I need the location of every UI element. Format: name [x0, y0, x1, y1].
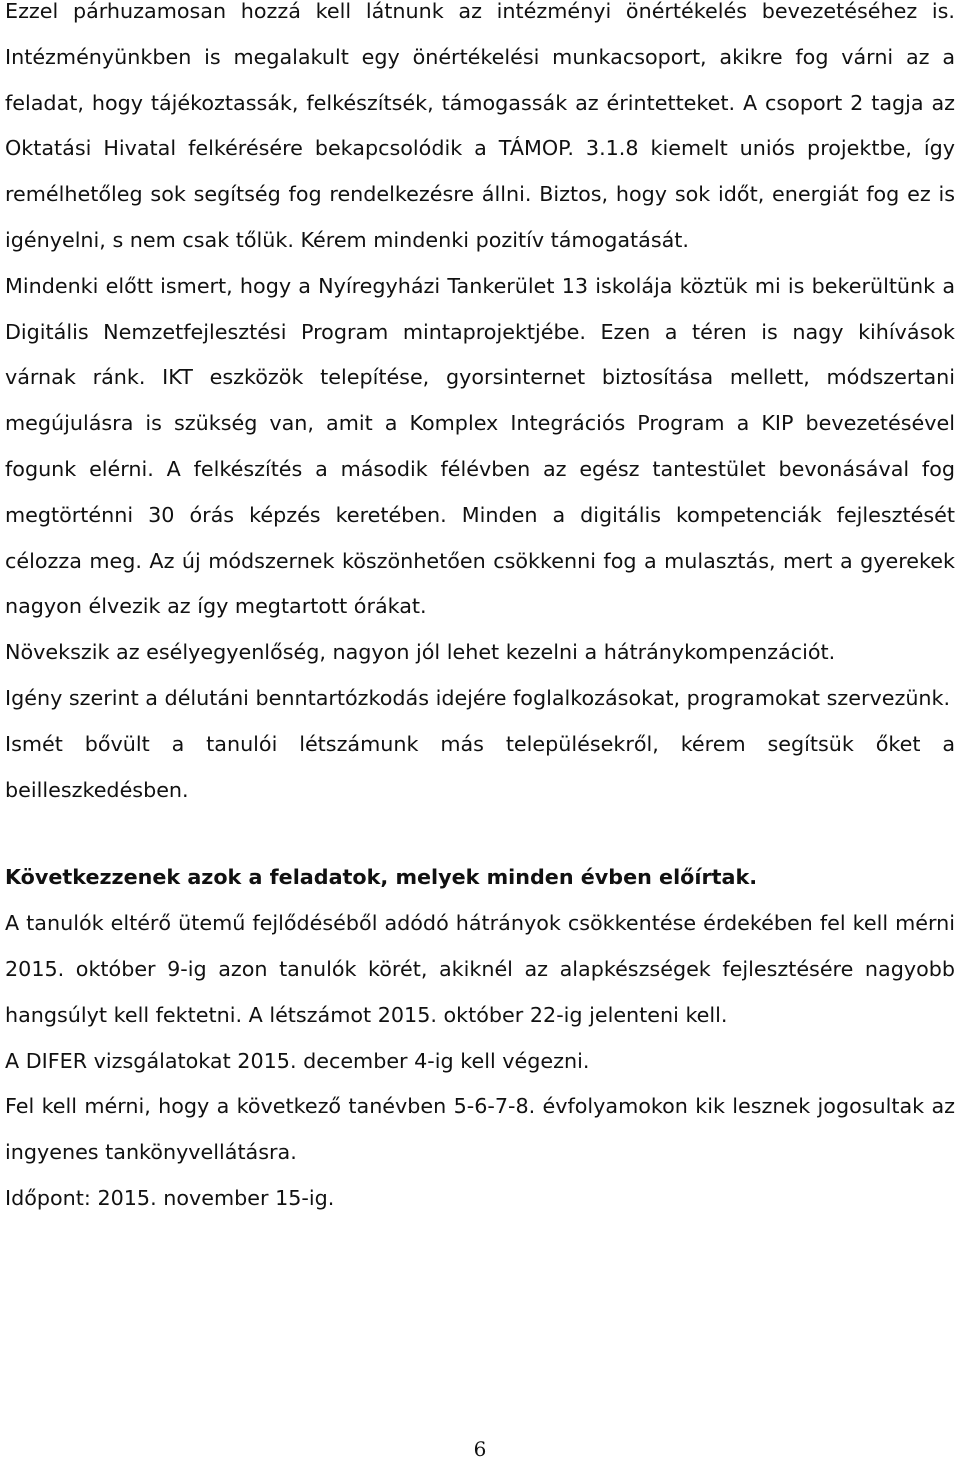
paragraph-digital-program: Mindenki előtt ismert, hogy a Nyíregyházi Tankerület 13 iskolája köztük mi is bekerültünk a Digitális Nemzetfejlesztési Program mintaprojektjébe. Ezen a téren is nagy kihívások várnak ránk. IKT eszközök telepítése, gyorsinternet biztosítása mellett, módszertani megújulásra is szükség van, amit a Komplex Integrációs Program a KIP bevezetésével fogunk elérni. A felkészítés a második félévben az egész tantestület bevonásával fog megtörténni 30 órás képzés keretében. Minden a digitális kompetenciák fejlesztését célozza meg. Az új módszernek köszönhetően csökkenni fog a mulasztás, mert a gyerekek nagyon élvezik az így megtartott órákat. [5, 273, 955, 619]
document-page [5, 0, 955, 1222]
task-assessment: A tanulók eltérő ütemű fejlődéséből adódó hátrányok csökkentése érdekében fel kell mérni 2015. október 9-ig azon tanulók körét, akiknél az alapkészségek fejlesztésére nagyobb hangsúlyt kell fektetni. A létszámot 2015. október 22-ig jelenteni kell. [5, 911, 955, 1027]
task-textbooks: Fel kell mérni, hogy a következő tanévben 5-6-7-8. évfolyamokon kik lesznek jogosultak az ingyenes tankönyvellátásra. [5, 1094, 955, 1165]
paragraph-self-evaluation: Ezzel párhuzamosan hozzá kell látnunk az intézményi önértékelés bevezetéséhez is. Intézményünkben is megalakult egy önértékelési munkacsoport, akikre fog várni az a feladat, hogy tájékoztassák, felkészítsék, támogassák az érintetteket. A csoport 2 tagja az Oktatási Hivatal felkérésére bekapcsolódik a TÁMOP. 3.1.8 kiemelt uniós projektbe, így remélhetőleg sok segítség fog rendelkezésre állni. Biztos, hogy sok időt, energiát fog ez is igényelni, s nem csak tőlük. Kérem mindenki pozitív támogatását. [5, 0, 955, 252]
paragraph-afternoon-programs: Igény szerint a délutáni benntartózkodás idejére foglalkozásokat, programokat szervezünk. [5, 685, 951, 710]
paragraph-equal-opportunity: Növekszik az esélyegyenlőség, nagyon jól lehet kezelni a hátránykompenzációt. [5, 640, 836, 665]
section-heading: Következzenek azok a feladatok, melyek minden évben előírtak. [5, 865, 758, 890]
task-difer: A DIFER vizsgálatokat 2015. december 4-ig kell végezni. [5, 1048, 590, 1073]
task-deadline: Időpont: 2015. november 15-ig. [5, 1185, 335, 1210]
page-number: 6 [473, 1437, 487, 1461]
paragraph-new-students: Ismét bővült a tanulói létszámunk más településekről, kérem segítsük őket a beilleszkedésben. [5, 731, 955, 802]
